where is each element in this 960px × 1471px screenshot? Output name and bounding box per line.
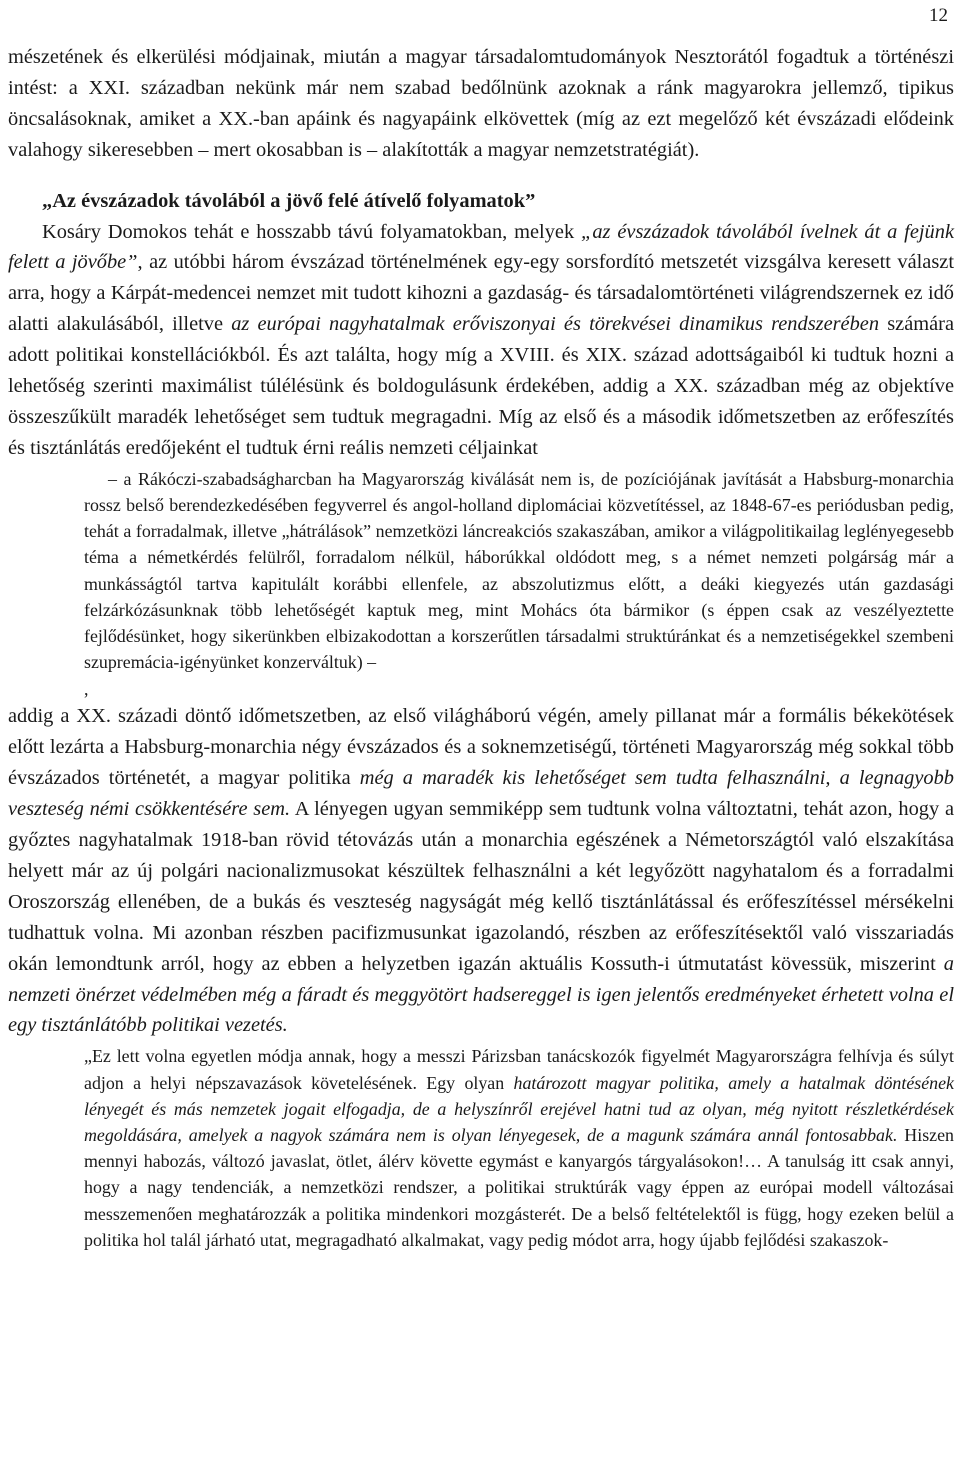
paragraph-kosary-part-2: , az utóbbi három évszázad történelmének egy-egy sorsfordító metszetét vizsgálva keresett választ arra, hogy a Kárpát-medencei nemzet mit tudott kihozni a gazdaság- és társadalomtörténeti világrendszernek ez idő alatti alakulásából, illetve xyxy=(8,251,954,336)
block-quote-paris-part-2: Hiszen mennyi habozás, változó javaslat, ötlet, álérv követte egymást e kanyargós tárgyalásokon!… A tanulság itt csak annyi, hogy a nagy tendenciák, a nemzetközi rendszer, a politikai struktúrák vagy éppen az európai modell változásai messzemenően meghatározzák a politika mindenkori mozgásterét. De a belső feltételektől is függ, hogy ezeken belül a politika hol talál járható utat, megragadható alkalmakat, vagy pedig módot arra, hogy újabb fejlődési szakaszok- xyxy=(84,1124,954,1250)
paragraph-xx-italic-2: a nemzeti önérzet védelmében még a fáradt és meggyötört hadsereggel is igen jelentős eredményeket érhetett volna el egy tisztánlátóbb politikai vezetés. xyxy=(8,952,954,1037)
paragraph-kosary-part-1: Kosáry Domokos tehát e hosszabb távú folyamatokban, melyek xyxy=(42,220,582,243)
paragraph-kosary-part-3: számára adott politikai konstellációkból. És azt találta, hogy míg a XVIII. és XIX. század adottságaiból ki tudtuk hozni a lehetőség szerinti maximálist túlélésünk és boldogulásunk érdekében, addig a XX. században még az objektíve összeszűkült maradék lehetőséget sem tudtuk megragadni. Míg az első és a második időmetszetben az erőfeszítés és tisztánlátás eredőjeként el tudtuk érni reális nemzeti céljainkat xyxy=(8,313,954,459)
page-number: 12 xyxy=(929,5,948,26)
paragraph-xx-part-1: addig a XX. századi döntő időmetszetben, az első világháború végén, amely pillanat már a formális békekötések előtt lezárta a Habsburg-monarchia négy évszázados és a soknemzetiségű, történeti Magyarország még sokkal több évszázados történetét, a magyar politika xyxy=(8,705,954,790)
block-quote-paris-part-1: „Ez lett volna egyetlen módja annak, hogy a messzi Párizsban tanácskozók figyelmét Magyarországra felhívja és súlyt adjon a helyi népszavazások követelésének. Egy olyan xyxy=(84,1046,954,1093)
block-quote-paris-italic: határozott magyar politika, amely a hatalmak döntésének lényegét és más nemzetek jogait elfogadja, de a helyszínről erejével hatni tud az olyan, még nyitott részletkérdések megoldására, amelyek a nagyok számára nem is olyan lényegesek, de a magunk számára annál fontosabbak. xyxy=(84,1072,955,1145)
paragraph-intro: mészetének és elkerülési módjainak, miután a magyar társadalomtudományok Nesztorától fogadtuk a történészi intést: a XXI. században nekünk már nem szabad bedőlnünk azoknak a ránk magyarokra jellemző, tipikus öncsalásoknak, amiket a XX.-ban apáink és nagyapáink elkövettek (míg az ezt megelőző két évszázadi elődeink valahogy sikeresebben – mert okosabban is – alakították a magyar nemzetstratégiát). xyxy=(8,46,954,161)
document-body xyxy=(8,42,954,1253)
block-quote-paris xyxy=(8,1043,954,1253)
paragraph-kosary-italic-2: az európai nagyhatalmak erőviszonyai és törekvései dinamikus rendszerében xyxy=(231,313,880,336)
paragraph-xx-part-2: A lényegen ugyan semmiképp sem tudtunk volna változtatni, tehát azon, hogy a győztes nagyhatalmak 1918-ban rövid tétovázás után a monarchia egészének a Németországtól való elszakítása helyett már az új polgári nacionalizmusokat készültek felhasználni a két legyőzött nagyhatalom és a forradalmi Oroszország ellenében, de a bukás és veszteség nagyságát még kellő tisztánlátással és erőfeszítéssel mérsékelni tudhattuk volna. Mi azonban részben pacifizmusunkat igazolandó, részben az erőfeszítésektől való visszariadás okán lemondtunk arról, hogy az ebben a helyzetben igazán aktuális Kossuth-i útmutatást kövessük, miszerint xyxy=(8,798,955,975)
block-quote-comma: , xyxy=(84,679,89,700)
block-quote-rakoczi: – a Rákóczi-szabadságharcban ha Magyarország kiválását nem is, de pozíciójának javítását a Habsburg-monarchia rossz belső berendezkedésében fegyverrel és angol-holland diplomáciai közvetítéssel, az 1848-67-es periódusban pedig, tehát a forradalmak, illetve „hátrálások” nemzetközi láncreakciós szakaszában, amikor a világpolitikailag leglényegesebb téma a németkérdés felülről, forradalom nélkül, háborúkkal oldódott meg, s a német nemzeti polgárság már a munkásságtól tartva kapitulált korábbi ellenfele, az abszolutizmus előtt, a deáki kiegyezés után gazdasági felzárkózásunknak több lehetőségét kaptuk meg, mint Mohács óta bármikor (s éppen csak az veszélyeztette fejlődésünket, hogy sikerünkben elbizakodottan a korszerűtlen társadalmi struktúránkat és a nemzetiségekkel szembeni szupremácia-igényünket konzerváltuk) – xyxy=(84,468,954,673)
paragraph-xx-italic-1: még a maradék kis lehetőséget sem tudta felhasználni, a legnagyobb veszteség némi csökkentésére sem. xyxy=(8,767,955,821)
paragraph-kosary xyxy=(8,217,954,464)
paragraph-kosary-italic-1: „az évszázadok távolából ívelnek át a fejünk felett a jövőbe” xyxy=(8,220,954,274)
section-heading: „Az évszázadok távolából a jövő felé átívelő folyamatok” xyxy=(42,189,536,212)
paragraph-xx-century xyxy=(8,701,954,1041)
